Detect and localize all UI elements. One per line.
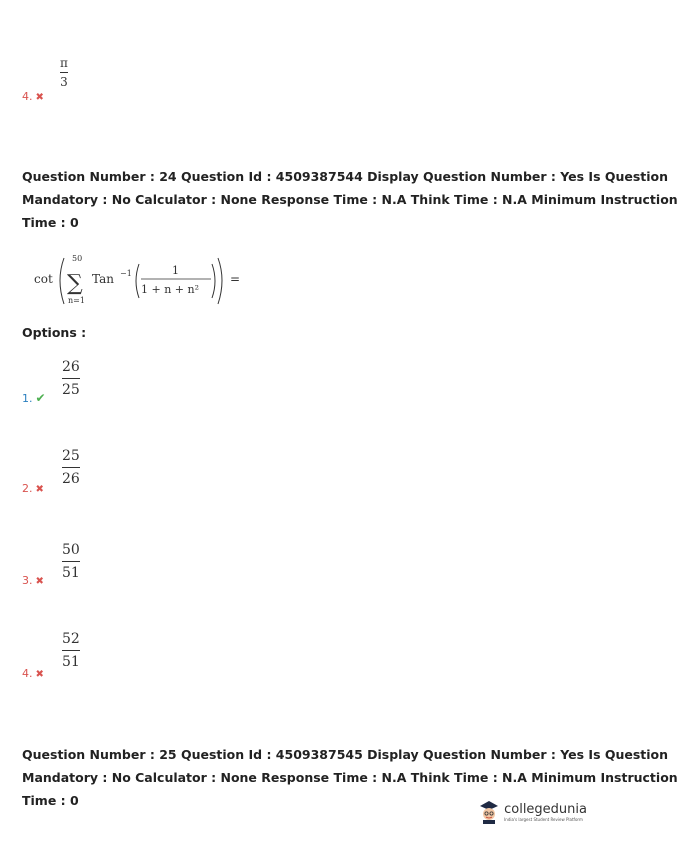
option-3-number [22, 574, 44, 587]
question-24-header [22, 165, 678, 234]
equals-sign: = [230, 272, 241, 286]
option-2-number [22, 482, 44, 495]
option-4-number [22, 667, 44, 680]
question-header-line: Question Number : 25 Question Id : 4509387545 Display Question Number : Yes Is Question [22, 747, 669, 762]
logo-name: collegedunia [504, 802, 587, 817]
fraction-numerator: π [60, 56, 68, 70]
left-paren-small [136, 264, 139, 298]
option-number-label: 4. [22, 90, 33, 103]
fraction-numerator: 26 [62, 359, 80, 375]
collegedunia-logo [478, 800, 587, 824]
right-paren-big [218, 258, 222, 304]
question-header-line: Time : 0 [22, 215, 79, 230]
fraction-bar [62, 378, 80, 379]
fraction-denominator: 26 [62, 471, 80, 487]
fraction-bar [62, 467, 80, 468]
option-number-label: 3. [22, 574, 33, 587]
cot-text: cot [34, 272, 53, 286]
fraction-denominator: 51 [62, 565, 80, 581]
check-mark-icon: ✔ [35, 391, 46, 405]
inner-fraction-denominator: 1 + n + n² [141, 283, 199, 296]
right-paren-small [212, 264, 215, 298]
option-3-fraction [62, 541, 80, 582]
cross-mark-icon: ✖ [35, 576, 44, 587]
question-header-line: Question Number : 24 Question Id : 4509387544 Display Question Number : Yes Is Question [22, 169, 669, 184]
cross-mark-icon: ✖ [35, 484, 44, 495]
fraction-numerator: 52 [62, 631, 80, 647]
sum-lower-limit: n=1 [68, 296, 85, 305]
logo-tagline: India's largest Student Review Platform [504, 817, 583, 822]
top-option-number [22, 90, 44, 103]
question-header-line: Mandatory : No Calculator : None Response Time : N.A Think Time : N.A Minimum Instruction [22, 192, 678, 207]
option-1-fraction [62, 358, 80, 399]
fraction-bar [62, 650, 80, 651]
sum-upper-limit: 50 [72, 254, 83, 263]
fraction-numerator: 50 [62, 542, 80, 558]
inverse-exponent: −1 [120, 269, 132, 278]
option-number-label: 2. [22, 482, 33, 495]
question-header-line: Time : 0 [22, 793, 79, 808]
question-header-line: Mandatory : No Calculator : None Response Time : N.A Think Time : N.A Minimum Instruction [22, 770, 678, 785]
option-1-number [22, 391, 46, 405]
fraction-denominator: 25 [62, 382, 80, 398]
fraction-bar [60, 72, 68, 73]
top-option-fraction [60, 56, 68, 89]
option-number-label: 4. [22, 667, 33, 680]
student-mascot-icon [478, 800, 500, 824]
fraction-denominator: 51 [62, 654, 80, 670]
cross-mark-icon: ✖ [35, 92, 44, 103]
option-4-fraction [62, 630, 80, 671]
option-number-label: 1. [22, 392, 33, 405]
options-label: Options : [22, 325, 87, 340]
inner-fraction-numerator: 1 [172, 264, 179, 277]
tan-text: Tan [92, 272, 114, 286]
question-24-formula [34, 250, 254, 310]
fraction-numerator: 25 [62, 448, 80, 464]
option-2-fraction [62, 447, 80, 488]
left-paren-big [60, 258, 64, 304]
fraction-denominator: 3 [60, 75, 68, 89]
cross-mark-icon: ✖ [35, 669, 44, 680]
sigma-symbol: ∑ [67, 271, 83, 296]
fraction-bar [62, 561, 80, 562]
